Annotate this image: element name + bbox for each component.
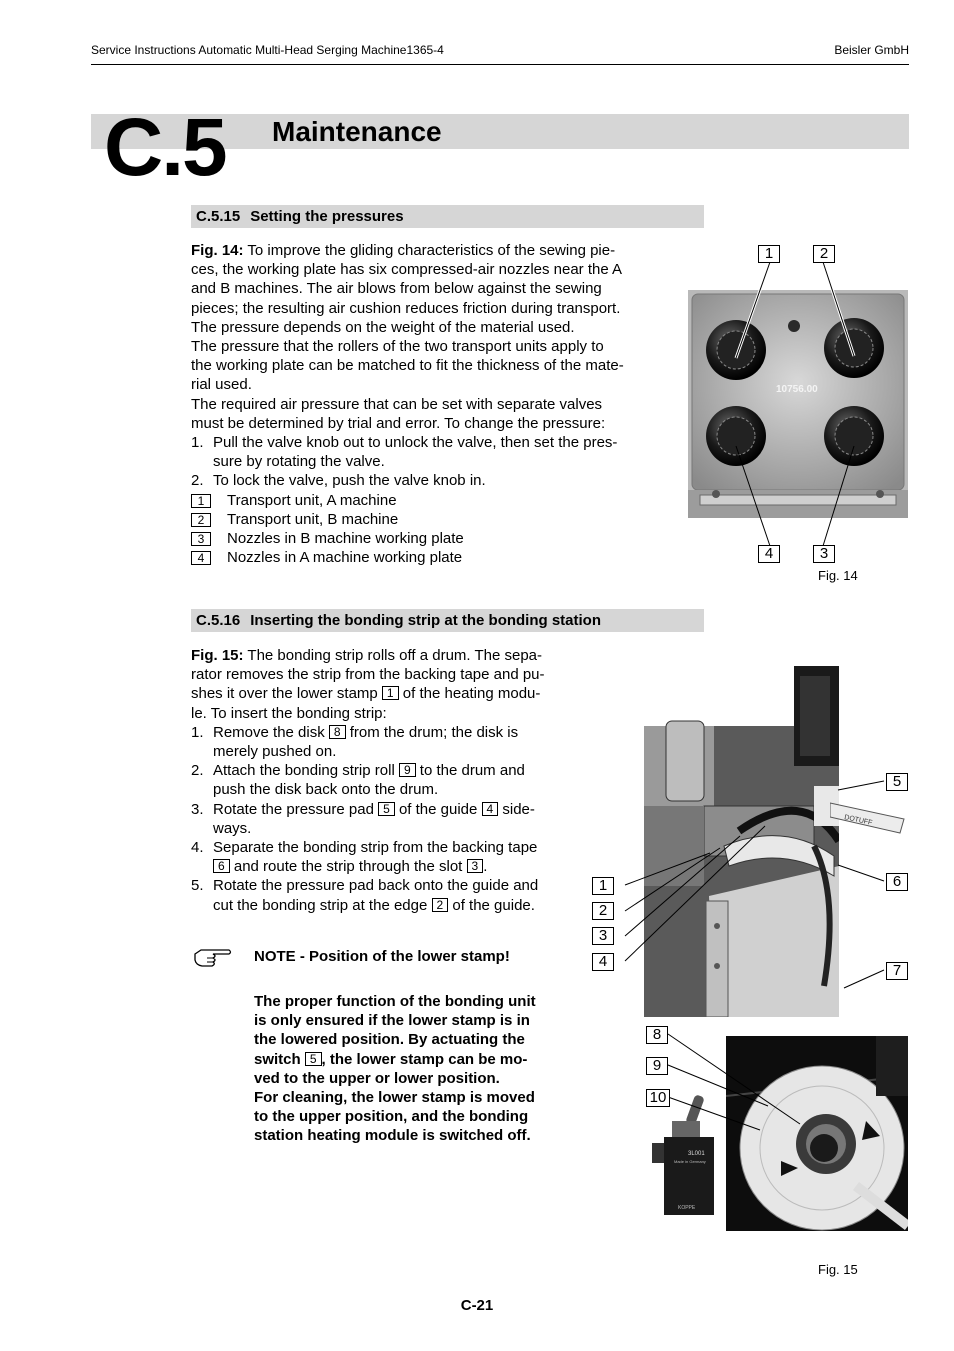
ref-box: 4 <box>191 551 211 565</box>
figure-14-leader-lines <box>688 240 908 570</box>
note-body: The proper function of the bonding unit is only ensured if the lower stamp is in the lowered position. By actuating the switch 5 , the lower stamp can be mo- ved to the upper or lower position. For cleaning, the lower stamp is moved to the upper position, and the bonding station heating module is switched off. <box>254 993 536 1145</box>
callout-3: 3 <box>813 545 835 563</box>
section1-body <box>191 241 661 567</box>
paragraph-line: must be determined by trial and error. To change the pressure: <box>191 414 606 432</box>
paragraph-line: The required air pressure that can be set with separate valves <box>191 395 603 413</box>
svg-text:3L001: 3L001 <box>688 1151 705 1157</box>
section-number: C.5.16 <box>196 612 241 629</box>
section-title: Inserting the bonding strip at the bonding station <box>250 612 602 629</box>
key-item: 1 Transport unit, A machine <box>191 491 661 510</box>
callout-6: 6 <box>886 873 908 891</box>
callout-10: 10 <box>646 1089 670 1107</box>
ref-box: 3 <box>467 859 484 873</box>
header-right: Beisler GmbH <box>834 43 909 57</box>
fig-label: Fig. 14: <box>191 242 244 259</box>
figure-14-caption: Fig. 14 <box>818 568 858 583</box>
note-title: NOTE - Position of the lower stamp! <box>254 948 510 965</box>
key-item: 4 Nozzles in A machine working plate <box>191 548 661 567</box>
ref-box: 2 <box>191 513 211 527</box>
section2-body: Fig. 15: The bonding strip rolls off a drum. The sepa- rator removes the strip from the backing tape and pu- shes it over the lower stamp 1 of the heating modu- le. To insert the bonding strip: 1. Remove the disk 8 from the drum; the disk is merely pushed on. 2. Attach the bonding strip roll 9 to the drum and push the disk back onto the drum. 3. Rotate the pressure pad 5 of the guide 4 side- ways. 4. Separate the bonding strip from the backing tape 6 and route the strip through the slot 3 . 5. Rotate the pressure pad back onto the guide and cut the bonding strip at the edge 2 of the guide. <box>191 646 576 915</box>
section-heading-c515 <box>191 205 704 228</box>
plate-label: 10756.00 <box>776 384 818 395</box>
paragraph-line: The pressure depends on the weight of the material used. <box>191 318 575 336</box>
callout-2: 2 <box>813 245 835 263</box>
callout-8: 8 <box>646 1026 668 1044</box>
paragraph-line: pieces; the resulting air cushion reduces friction during transport. <box>191 299 621 317</box>
list-item: 2. To lock the valve, push the valve knob in. <box>191 472 486 490</box>
ref-box: 4 <box>482 802 499 816</box>
list-item: 2. Attach the bonding strip roll 9 to the drum and push the disk back onto the drum. <box>191 762 525 799</box>
callout-3: 3 <box>592 927 614 945</box>
svg-text:Made in Germany: Made in Germany <box>674 1159 706 1164</box>
paragraph-line: the working plate can be matched to fit the thickness of the mate- <box>191 357 624 375</box>
paragraph-line: The pressure that the rollers of the two transport units apply to <box>191 338 604 356</box>
section-title: Setting the pressures <box>250 208 404 225</box>
list-item: 5. Rotate the pressure pad back onto the guide and cut the bonding strip at the edge 2 of the guide. <box>191 877 539 914</box>
svg-text:DOTUFF: DOTUFF <box>843 814 873 827</box>
callout-7: 7 <box>886 962 908 980</box>
ref-box: 3 <box>191 532 211 546</box>
chapter-title: Maintenance <box>272 116 442 147</box>
page-number: C-21 <box>460 1297 494 1314</box>
figure-15-leader-lines <box>590 760 920 1220</box>
section-number: C.5.15 <box>196 208 241 225</box>
callout-1: 1 <box>592 877 614 895</box>
fig-label: Fig. 15: <box>191 647 244 664</box>
ref-box: 6 <box>213 859 230 873</box>
callout-2: 2 <box>592 902 614 920</box>
callout-1: 1 <box>758 245 780 263</box>
ref-box: 8 <box>329 725 346 739</box>
chapter-number: C.5 <box>104 102 226 193</box>
section-heading-c516 <box>191 609 704 632</box>
paragraph-line: Fig. 14: To improve the gliding characteristics of the sewing pie- <box>191 242 616 259</box>
list-item: 3. Rotate the pressure pad 5 of the guide 4 side- ways. <box>191 800 535 837</box>
ref-box: 1 <box>191 494 211 508</box>
ref-box: 5 <box>305 1052 322 1066</box>
callout-5: 5 <box>886 773 908 791</box>
list-item: 1. Remove the disk 8 from the drum; the disk is merely pushed on. <box>191 723 519 761</box>
header-rule <box>91 64 909 65</box>
figure-15-caption: Fig. 15 <box>818 1262 858 1277</box>
callout-4: 4 <box>758 545 780 563</box>
paragraph-line: ces, the working plate has six compressed-air nozzles near the A <box>191 261 623 279</box>
ref-box: 2 <box>432 898 449 912</box>
callout-9: 9 <box>646 1057 668 1075</box>
svg-text:KOPPE: KOPPE <box>678 1205 696 1211</box>
ref-box: 9 <box>399 763 416 777</box>
ref-box: 1 <box>382 686 399 700</box>
paragraph-line: rial used. <box>191 376 252 394</box>
key-item: 3 Nozzles in B machine working plate <box>191 529 661 548</box>
pointing-hand-icon <box>193 946 233 970</box>
list-item: 1. Pull the valve knob out to unlock the valve, then set the pres- sure by rotating the valve. <box>191 434 618 471</box>
list-item: 4. Separate the bonding strip from the backing tape 6 and route the strip through the slot 3 . <box>191 839 538 876</box>
key-item: 2 Transport unit, B machine <box>191 510 661 529</box>
ref-box: 5 <box>378 802 395 816</box>
paragraph-line: and B machines. The air blows from below against the sewing <box>191 280 602 298</box>
header-left: Service Instructions Automatic Multi-Head Serging Machine1365-4 <box>91 43 444 57</box>
callout-4: 4 <box>592 953 614 971</box>
